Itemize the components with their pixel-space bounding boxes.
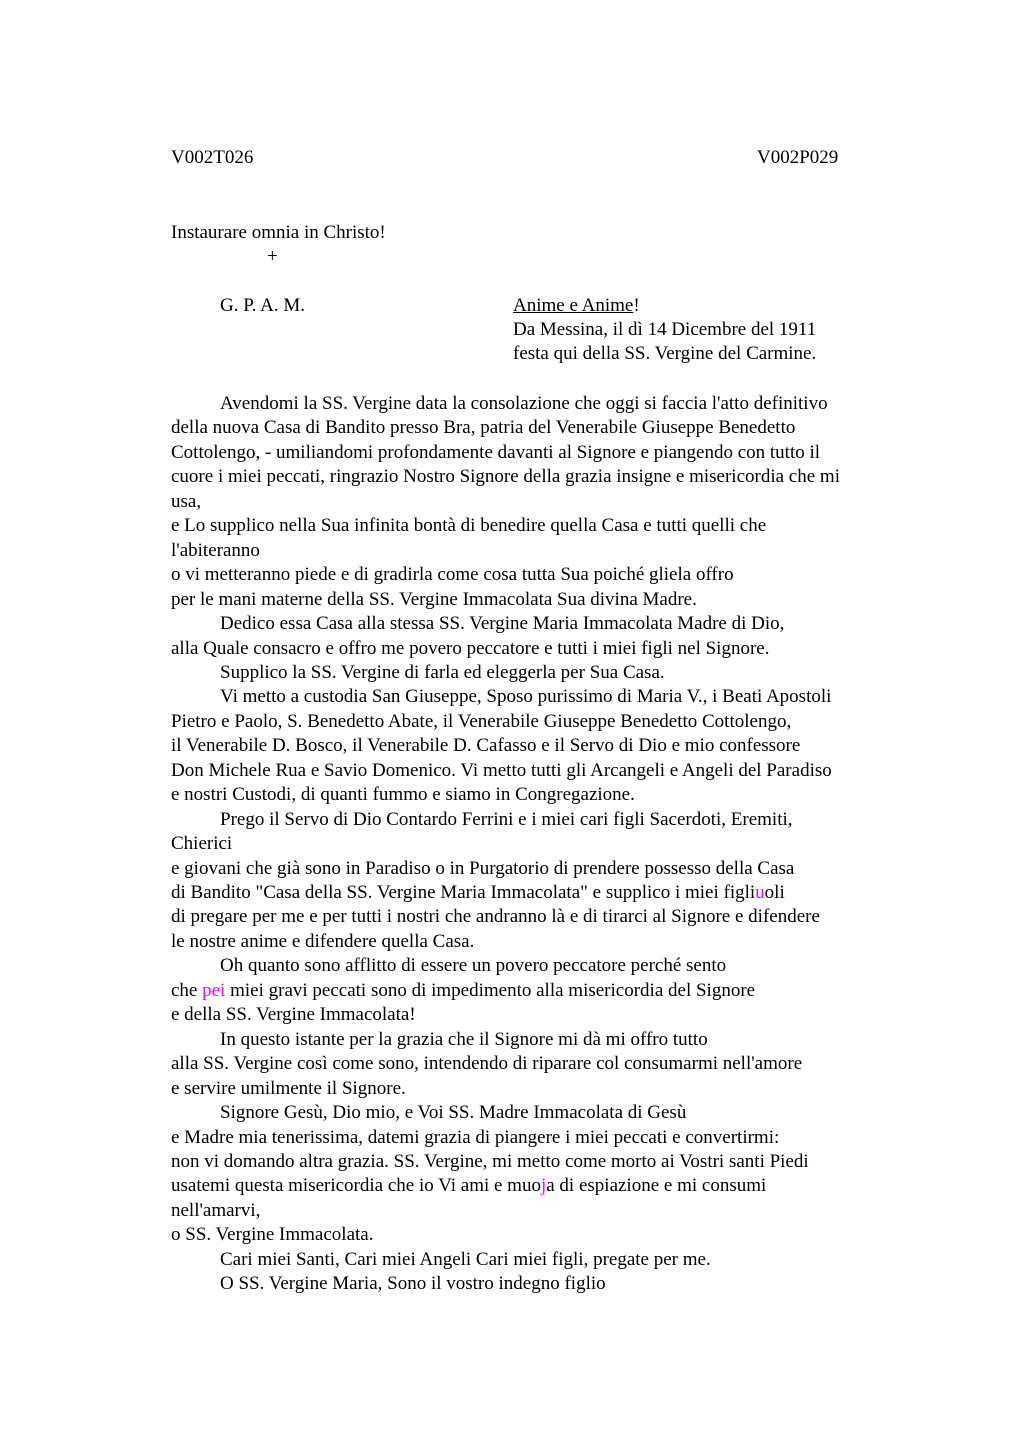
body-line: cuore i miei peccati, ringrazio Nostro Signore della grazia insigne e misericordia che mi — [171, 466, 840, 488]
body-line-text: miei gravi peccati sono di impedimento alla misericordia del Signore — [225, 979, 756, 1001]
body-line: nell'amarvi, — [171, 1199, 261, 1221]
body-line: il Venerabile D. Bosco, il Venerabile D. Cafasso e il Servo di Dio e mio confessore — [171, 735, 801, 757]
body-line: per le mani materne della SS. Vergine Immacolata Sua divina Madre. — [171, 588, 697, 610]
body-line: Oh quanto sono afflitto di essere un povero peccatore perché sento — [220, 955, 727, 977]
feast-line: festa qui della SS. Vergine del Carmine. — [513, 343, 817, 364]
body-line: Cari miei Santi, Cari miei Angeli Cari miei figli, pregate per me. — [220, 1248, 711, 1270]
body-line: alla Quale consacro e offro me povero peccatore e tutti i miei figli nel Signore. — [171, 637, 770, 659]
cross-symbol: + — [267, 246, 278, 267]
body-line: Don Michele Rua e Savio Domenico. Vi metto tutti gli Arcangeli e Angeli del Paradiso — [171, 759, 832, 781]
slogan-tail: ! — [633, 295, 640, 316]
body-line: e della SS. Vergine Immacolata! — [171, 1004, 416, 1026]
body-line: le nostre anime e difendere quella Casa. — [171, 930, 475, 952]
body-line: o vi metteranno piede e di gradirla come cosa tutta Sua poiché gliela offro — [171, 564, 734, 586]
body-line: Supplico la SS. Vergine di farla ed eleggerla per Sua Casa. — [220, 662, 665, 683]
body-line-text: che — [171, 979, 203, 1001]
body-line: usa, — [171, 490, 202, 512]
document-code-left: V002T026 — [171, 147, 254, 168]
highlighted-correction: j — [540, 1175, 547, 1197]
body-line — [171, 979, 755, 1003]
body-line: non vi domando altra grazia. SS. Vergine, mi metto come morto ai Vostri santi Piedi — [171, 1150, 809, 1172]
body-line — [171, 1174, 766, 1198]
body-line: Chierici — [171, 833, 233, 855]
body-line: In questo istante per la grazia che il Signore mi dà mi offro tutto — [220, 1028, 708, 1050]
body-line-text: oli — [764, 882, 785, 903]
highlighted-correction: u — [755, 882, 765, 903]
motto: Instaurare omnia in Christo! — [171, 222, 386, 243]
body-line: Avendomi la SS. Vergine data la consolazione che oggi si faccia l'atto definitivo — [220, 393, 828, 414]
body-line-text: usatemi questa misericordia che io Vi ami e muo — [171, 1175, 541, 1197]
highlighted-correction: pei — [202, 979, 226, 1001]
document-code-right: V002P029 — [757, 147, 839, 168]
body-line: O SS. Vergine Maria, Sono il vostro indegno figlio — [220, 1273, 606, 1295]
body-line: Cottolengo, - umiliandomi profondamente davanti al Signore e piangendo con tutto il — [171, 441, 821, 463]
body-line: Vi metto a custodia San Giuseppe, Sposo purissimo di Maria V., i Beati Apostoli — [220, 686, 832, 708]
body-line: o SS. Vergine Immacolata. — [171, 1224, 374, 1246]
body-line: alla SS. Vergine così come sono, intendendo di riparare col consumarmi nell'amore — [171, 1053, 803, 1075]
body-line-text: di Bandito "Casa della SS. Vergine Maria Immacolata" e supplico i miei figli — [171, 882, 756, 903]
initials: G. P. A. M. — [220, 295, 305, 316]
body-line — [171, 881, 785, 905]
body-line: e servire umilmente il Signore. — [171, 1077, 406, 1099]
body-line-text: a di espiazione e mi consumi — [546, 1175, 767, 1197]
body-line: Signore Gesù, Dio mio, e Voi SS. Madre Immacolata di Gesù — [220, 1102, 687, 1123]
body-line: della nuova Casa di Bandito presso Bra, patria del Venerabile Giuseppe Benedetto — [171, 417, 796, 439]
body-line: e giovani che già sono in Paradiso o in Purgatorio di prendere possesso della Casa — [171, 857, 795, 879]
body-line: Pietro e Paolo, S. Benedetto Abate, il Venerabile Giuseppe Benedetto Cottolengo, — [171, 710, 792, 732]
body-line: l'abiteranno — [171, 539, 260, 561]
body-line: di pregare per me e per tutti i nostri che andranno là e di tirarci al Signore e difendere — [171, 906, 820, 928]
body-line: e Lo supplico nella Sua infinita bontà di benedire quella Casa e tutti quelli che — [171, 515, 767, 537]
body-line: e Madre mia tenerissima, datemi grazia di piangere i miei peccati e convertirmi: — [171, 1126, 780, 1148]
date-line: Da Messina, il dì 14 Dicembre del 1911 — [513, 319, 817, 340]
body-line: e nostri Custodi, di quanti fummo e siamo in Congregazione. — [171, 784, 635, 806]
body-line: Dedico essa Casa alla stessa SS. Vergine Maria Immacolata Madre di Dio, — [220, 613, 785, 634]
slogan-underlined: Anime e Anime — [513, 295, 634, 316]
body-line: Prego il Servo di Dio Contardo Ferrini e i miei cari figli Sacerdoti, Eremiti, — [220, 808, 793, 830]
slogan — [513, 294, 640, 318]
